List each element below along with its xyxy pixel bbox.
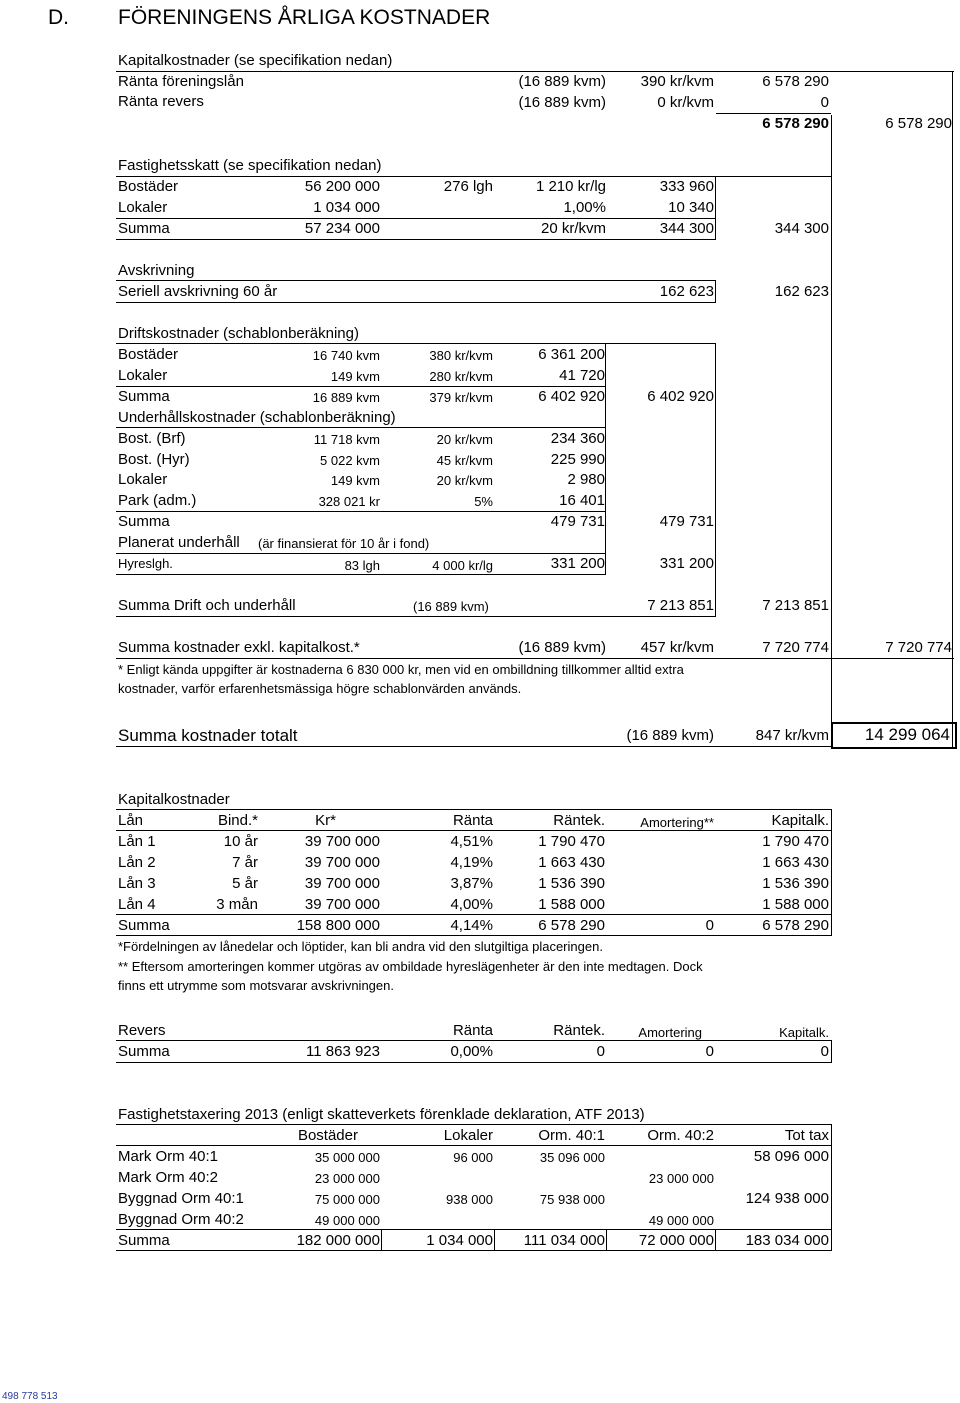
underh-row2-rate: 45 kr/kvm (436, 453, 493, 468)
sumexkl-note2: kostnader, varför erfarenhetsmässiga högre schablonvärden används. (118, 681, 522, 696)
revers-header-line (116, 1040, 832, 1041)
drift-sum-amount: 6 402 920 (538, 388, 605, 405)
loans-sum-kapitalk: 6 578 290 (762, 917, 829, 934)
plan-units: 83 lgh (344, 558, 380, 573)
underh-row3-amount: 2 980 (567, 471, 605, 488)
fskatt-row1-value: 56 200 000 (304, 178, 380, 195)
loan2-rantek: 1 663 430 (538, 854, 605, 871)
drift-sum-area: 16 889 kvm (312, 390, 380, 405)
revers-right-rule (831, 1040, 832, 1063)
loan1-name: Lån 1 (118, 833, 156, 850)
fskatt-sum-value: 57 234 000 (304, 220, 380, 237)
revers-sum-rantek: 0 (596, 1043, 605, 1060)
tax-row3-label: Byggnad Orm 40:1 (118, 1190, 244, 1207)
underh-row3-label: Lokaler (118, 471, 168, 488)
revers-h-rantek: Räntek. (553, 1022, 605, 1039)
tax-row3-lokaler: 938 000 (446, 1192, 493, 1207)
drift-row2-amount: 41 720 (559, 367, 605, 384)
sumdrift-area: (16 889 kvm) (413, 599, 489, 614)
underh-row1-label: Bost. (Brf) (118, 430, 186, 447)
loans-note1: *Fördelningen av lånedelar och löptider, kan bli andra vid den slutgiltiga placeringen. (118, 939, 603, 954)
tax-heading: Fastighetstaxering 2013 (enligt skatteverkets förenklade deklaration, ATF 2013) (118, 1106, 645, 1123)
loans-h-lan: Lån (118, 812, 144, 829)
underh-row3-rate: 20 kr/kvm (436, 473, 493, 488)
tax-row2-orm402: 23 000 000 (648, 1171, 714, 1186)
tax-row1-bostader: 35 000 000 (314, 1150, 380, 1165)
sumexkl-total: 7 720 774 (885, 639, 952, 656)
tax-row3-orm401: 75 938 000 (539, 1192, 605, 1207)
revers-sum-amort: 0 (705, 1043, 714, 1060)
sumtot-amount: 14 299 064 (864, 725, 950, 744)
drift-sum-label: Summa (118, 388, 170, 405)
loan1-ranta: 4,51% (450, 833, 493, 850)
loans-sum-kr: 158 800 000 (296, 917, 380, 934)
sumdrift-total: 7 213 851 (762, 597, 829, 614)
drift-row1-amount: 6 361 200 (538, 346, 605, 363)
loan3-ranta: 3,87% (450, 875, 493, 892)
loan2-name: Lån 2 (118, 854, 156, 871)
revers-bottom-line (116, 1062, 832, 1063)
fskatt-row2-rate: 1,00% (563, 199, 606, 216)
tax-sum-label: Summa (118, 1232, 170, 1249)
sumtot-label: Summa kostnader totalt (118, 726, 298, 745)
avskr-total: 162 623 (774, 283, 829, 300)
fskatt-heading: Fastighetsskatt (se specifikation nedan) (118, 157, 382, 174)
tax-h-orm402: Orm. 40:2 (647, 1127, 714, 1144)
sumdrift-underline (116, 616, 716, 617)
kap-sum-line (716, 113, 831, 114)
loans-sum-amort: 0 (705, 917, 714, 934)
plan-heading: Planerat underhåll (118, 534, 240, 551)
tax-vrule-3 (606, 1229, 607, 1251)
tax-vrule-1 (381, 1229, 382, 1251)
underh-row2-label: Bost. (Hyr) (118, 451, 190, 468)
loans-h-ranta: Ränta (452, 812, 493, 829)
loans-sum-label: Summa (118, 917, 170, 934)
loan2-bind: 7 år (232, 854, 258, 871)
kap-row2-area: (16 889 kvm) (518, 94, 606, 111)
avskr-bottom-line (116, 302, 716, 303)
loan1-bind: 10 år (223, 833, 258, 850)
fskatt-sum-rate: 20 kr/kvm (540, 220, 606, 237)
loans-sum-ranta: 4,14% (450, 917, 493, 934)
sumexkl-note1: * Enligt kända uppgifter är kostnaderna 6 830 000 kr, men vid en ombilldning tillkommer alltid extra (118, 662, 684, 677)
sumtot-area: (16 889 kvm) (626, 727, 714, 744)
loan4-kr: 39 700 000 (304, 896, 380, 913)
plan-bottom-line (116, 574, 606, 575)
tax-sum-orm401: 111 034 000 (523, 1232, 605, 1249)
tax-header-line (116, 1145, 832, 1146)
tax-row1-orm401: 35 096 000 (539, 1150, 605, 1165)
tax-row1-tot: 58 096 000 (753, 1148, 829, 1165)
fskatt-total: 344 300 (774, 220, 829, 237)
vrule-col-amount (831, 115, 832, 748)
loan3-bind: 5 år (232, 875, 258, 892)
loan4-bind: 3 mån (216, 896, 258, 913)
fskatt-row2-value: 1 034 000 (313, 199, 380, 216)
tax-h-lokaler: Lokaler (443, 1127, 493, 1144)
loans-h-bind: Bind.* (217, 812, 258, 829)
tax-vrule-2 (494, 1229, 495, 1251)
sumexkl-area: (16 889 kvm) (518, 639, 606, 656)
tax-row4-label: Byggnad Orm 40:2 (118, 1211, 244, 1228)
fskatt-sum-amount: 344 300 (659, 220, 714, 237)
tax-sum-tot: 183 034 000 (745, 1232, 829, 1249)
loan4-kapitalk: 1 588 000 (762, 896, 829, 913)
drift-row2-rate: 280 kr/kvm (429, 369, 493, 384)
drift-sum-rate: 379 kr/kvm (429, 390, 493, 405)
tax-h-orm401: Orm. 40:1 (538, 1127, 605, 1144)
revers-sum-ranta: 0,00% (450, 1043, 493, 1060)
tax-sum-lokaler: 1 034 000 (426, 1232, 493, 1249)
loan3-kapitalk: 1 536 390 (762, 875, 829, 892)
tax-vrule-4 (715, 1229, 716, 1251)
loans-header-line (116, 830, 832, 831)
plan-note: (är finansierat för 10 år i fond) (258, 536, 430, 551)
tax-row4-bostader: 49 000 000 (314, 1213, 380, 1228)
kap-row2-label: Ränta revers (118, 93, 204, 110)
loan3-rantek: 1 536 390 (538, 875, 605, 892)
drift-sum-line (116, 386, 606, 387)
tax-bottom-line (116, 1250, 832, 1251)
avskr-label: Seriell avskrivning 60 år (118, 283, 278, 300)
vrule-col-total (952, 71, 953, 748)
kap-row1-label: Ränta föreningslån (118, 73, 244, 90)
loans-heading: Kapitalkostnader (118, 791, 230, 808)
sumtot-underline (116, 746, 832, 747)
kap-row1-amount: 6 578 290 (762, 73, 829, 90)
loans-note3: finns ett utrymme som motsvarar avskrivningen. (118, 978, 394, 993)
kap-underline (116, 71, 954, 72)
sumexkl-underline (116, 658, 954, 659)
loan2-ranta: 4,19% (450, 854, 493, 871)
tax-row4-orm402: 49 000 000 (648, 1213, 714, 1228)
tax-row2-label: Mark Orm 40:2 (118, 1169, 219, 1186)
tax-row3-bostader: 75 000 000 (314, 1192, 380, 1207)
plan-total: 331 200 (659, 555, 714, 572)
revers-h-amort: Amortering (638, 1025, 702, 1040)
underh-heading: Underhållskostnader (schablonberäkning) (118, 409, 396, 426)
underh-row1-amount: 234 360 (550, 430, 605, 447)
underh-underline (116, 427, 606, 428)
revers-sum-kapitalk: 0 (820, 1043, 829, 1060)
loans-h-kapitalk: Kapitalk. (771, 812, 829, 829)
revers-sum-kr: 11 863 923 (306, 1043, 380, 1060)
tax-row1-lokaler: 96 000 (453, 1150, 493, 1165)
loans-sum-rantek: 6 578 290 (538, 917, 605, 934)
plan-underline (116, 553, 606, 554)
vrule-drift-inner (605, 344, 606, 575)
drift-row1-rate: 380 kr/kvm (429, 348, 493, 363)
underh-total: 479 731 (659, 513, 714, 530)
sumdrift-amount: 7 213 851 (647, 597, 714, 614)
underh-row4-rate: 5% (474, 494, 493, 509)
kap-sum: 6 578 290 (762, 115, 829, 132)
underh-row4-area: 328 021 kr (318, 494, 380, 509)
kap-total: 6 578 290 (885, 115, 952, 132)
tax-underline (116, 1124, 832, 1125)
fskatt-row1-amount: 333 960 (659, 178, 714, 195)
loan2-kr: 39 700 000 (304, 854, 380, 871)
revers-h-kapitalk: Kapitalk. (779, 1025, 829, 1040)
underh-row1-area: 11 718 kvm (313, 432, 380, 447)
drift-row1-area: 16 740 kvm (312, 348, 380, 363)
loan2-kapitalk: 1 663 430 (762, 854, 829, 871)
tax-h-bostader: Bostäder (297, 1127, 358, 1144)
revers-h-label: Revers (118, 1022, 166, 1039)
underh-row3-area: 149 kvm (330, 473, 380, 488)
revers-h-ranta: Ränta (452, 1022, 493, 1039)
loans-right-rule (831, 809, 832, 936)
loans-h-rantek: Räntek. (553, 812, 605, 829)
avskr-amount: 162 623 (659, 283, 714, 300)
fskatt-sum-label: Summa (118, 220, 170, 237)
fskatt-row2-amount: 10 340 (668, 199, 714, 216)
drift-row2-label: Lokaler (118, 367, 168, 384)
underh-row2-area: 5 022 kvm (320, 453, 380, 468)
fskatt-row1-label: Bostäder (118, 178, 179, 195)
loan1-kapitalk: 1 790 470 (762, 833, 829, 850)
loan3-name: Lån 3 (118, 875, 156, 892)
drift-row1-label: Bostäder (118, 346, 179, 363)
loan1-rantek: 1 790 470 (538, 833, 605, 850)
underh-row4-label: Park (adm.) (118, 492, 197, 509)
loans-note2: ** Eftersom amorteringen kommer utgöras av ombildade hyreslägenheter är den inte medtagen. Dock (118, 959, 703, 974)
plan-rate: 4 000 kr/lg (432, 558, 493, 573)
loans-h-kr: Kr* (315, 812, 336, 829)
kap-row1-rate: 390 kr/kvm (640, 73, 714, 90)
fskatt-sum-line (116, 218, 716, 219)
kap-row2-rate: 0 kr/kvm (657, 94, 714, 111)
tax-row3-tot: 124 938 000 (745, 1190, 829, 1207)
tax-sum-line (116, 1229, 832, 1230)
tax-sum-bostader: 182 000 000 (296, 1232, 380, 1249)
loan4-ranta: 4,00% (450, 896, 493, 913)
loan4-rantek: 1 588 000 (538, 896, 605, 913)
tax-row2-bostader: 23 000 000 (314, 1171, 380, 1186)
underh-row2-amount: 225 990 (550, 451, 605, 468)
section-letter: D. (48, 6, 69, 29)
tax-sum-orm402: 72 000 000 (638, 1232, 714, 1249)
footer-id: 498 778 513 (2, 1391, 58, 1402)
sumdrift-label: Summa Drift och underhåll (118, 597, 296, 614)
kap-row2-amount: 0 (820, 94, 829, 111)
fskatt-row1-rate: 1 210 kr/lg (535, 178, 606, 195)
kap-heading: Kapitalkostnader (se specifikation nedan) (118, 52, 393, 69)
sumexkl-label: Summa kostnader exkl. kapitalkost.* (118, 639, 360, 656)
avskr-underline (116, 280, 716, 281)
fskatt-sum-bottom-line (116, 239, 716, 240)
page-title: FÖRENINGENS ÅRLIGA KOSTNADER (118, 6, 491, 29)
sumexkl-amount: 7 720 774 (762, 639, 829, 656)
tax-row1-label: Mark Orm 40:1 (118, 1148, 219, 1165)
loans-h-amort: Amortering** (640, 815, 714, 830)
fskatt-row2-label: Lokaler (118, 199, 168, 216)
fskatt-row1-units: 276 lgh (443, 178, 493, 195)
drift-underline (116, 343, 716, 344)
fskatt-underline (116, 176, 832, 177)
plan-amount: 331 200 (550, 555, 605, 572)
plan-label: Hyreslgh. (118, 556, 173, 571)
avskr-heading: Avskrivning (118, 262, 195, 279)
drift-total: 6 402 920 (647, 388, 714, 405)
vrule-drift (715, 344, 716, 617)
loans-sum-line (116, 914, 832, 915)
sumexkl-rate: 457 kr/kvm (640, 639, 714, 656)
underh-sum-label: Summa (118, 513, 170, 530)
loan3-kr: 39 700 000 (304, 875, 380, 892)
underh-sum-line (116, 511, 606, 512)
tax-right-rule (831, 1124, 832, 1251)
revers-sum-label: Summa (118, 1043, 170, 1060)
vrule-fskatt (715, 177, 716, 240)
kap-row1-area: (16 889 kvm) (518, 73, 606, 90)
vrule-avskr (715, 281, 716, 303)
tax-h-tottax: Tot tax (784, 1127, 829, 1144)
loans-underline (116, 809, 832, 810)
underh-row1-rate: 20 kr/kvm (436, 432, 493, 447)
underh-row4-amount: 16 401 (559, 492, 605, 509)
drift-row2-area: 149 kvm (330, 369, 380, 384)
loan1-kr: 39 700 000 (304, 833, 380, 850)
drift-heading: Driftskostnader (schablonberäkning) (118, 325, 359, 342)
loans-sum-bottom-line (116, 935, 832, 936)
loan4-name: Lån 4 (118, 896, 156, 913)
underh-sum-amount: 479 731 (550, 513, 605, 530)
sumtot-rate: 847 kr/kvm (755, 727, 829, 744)
